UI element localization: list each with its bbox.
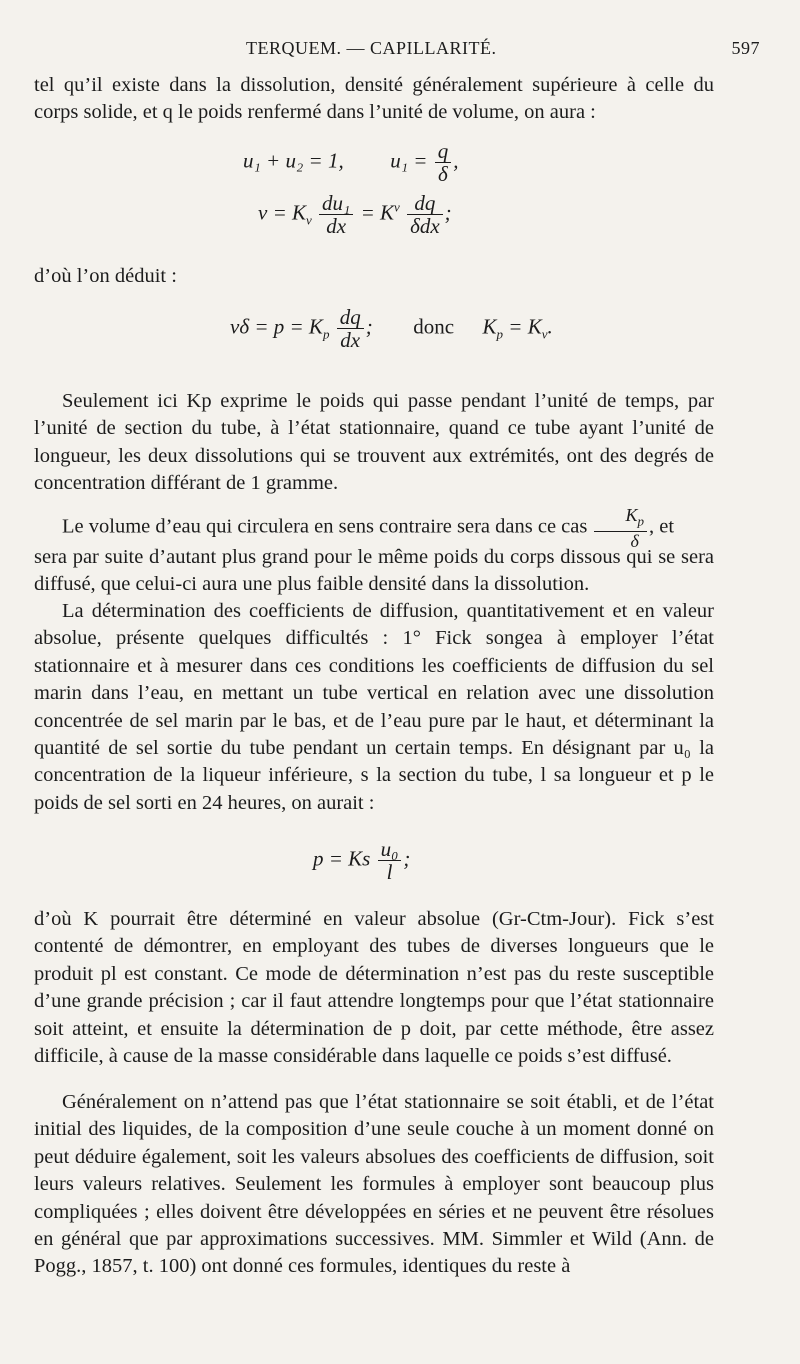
equation-2-numerator-2: dq	[407, 192, 443, 215]
paragraph-7	[34, 906, 714, 1070]
equation-2	[258, 192, 452, 237]
inline-fraction-denominator: δ	[630, 530, 639, 551]
equation-3-rhs-end: = K	[508, 314, 542, 339]
equation-3-numerator: dq	[337, 306, 364, 329]
equation-3-rhs-end-subscript: v	[541, 326, 548, 342]
equation-2-numerator-1: du₁	[319, 192, 353, 215]
paragraph-6	[34, 598, 714, 817]
equation-1-numerator: q	[435, 140, 452, 163]
equation-3-lhs: vδ = p = K	[230, 314, 323, 339]
page-number: 597	[731, 38, 760, 58]
equation-1-left: u₁ + u₂ = 1,	[243, 148, 344, 173]
equation-4-end: ;	[403, 846, 411, 871]
equation-2-fraction-1	[319, 192, 353, 237]
paragraph-1	[34, 72, 714, 127]
equation-3-fraction	[337, 306, 364, 351]
inline-num-k: K	[625, 505, 638, 525]
equation-1	[243, 140, 458, 185]
equation-4-numerator: u₀	[378, 838, 402, 861]
paragraph-4-end: , et	[648, 515, 675, 538]
equation-3	[230, 306, 553, 351]
equation-1-end: ,	[453, 148, 459, 173]
equation-1-denominator: δ	[438, 162, 448, 186]
equation-3-final: .	[547, 314, 553, 339]
paragraph-5	[34, 544, 714, 599]
equation-3-rhs-subscript: p	[496, 326, 504, 342]
equation-3-rhs: K	[482, 314, 497, 339]
inline-fraction-numerator	[594, 506, 647, 532]
equation-3-end: ;	[365, 314, 373, 339]
equation-3-denominator: dx	[340, 328, 361, 352]
equation-3-donc: donc	[413, 314, 455, 339]
paragraph-3	[34, 388, 714, 498]
equation-2-mid: = K	[360, 200, 395, 225]
paragraph-1-text: tel qu’il existe dans la dissolution, densité généralement supérieure à celle du corps solide, et q le poids renfermé dans l’unité de volume, on aura :	[34, 74, 714, 124]
paragraph-5-text: sera par suite d’autant plus grand pour le même poids du corps dissous qui se sera diffusé, que celui-ci aura une plus faible densité dans la dissolution.	[34, 546, 714, 596]
equation-2-end: ;	[444, 200, 452, 225]
equation-2-subscript: v	[306, 212, 312, 228]
equation-2-denominator-2: δdx	[410, 214, 440, 238]
paragraph-2-text: d’où l’on déduit :	[34, 265, 177, 287]
equation-2-fraction-2	[407, 192, 443, 237]
equation-4-denominator: l	[386, 860, 393, 884]
equation-3-subscript: p	[322, 326, 330, 342]
paragraph-6-text: La détermination des coefficients de diffusion, quantitativement et en valeur absolue, présente quelques difficultés : 1° Fick songea à employer l’état stationnaire et à mesurer dans ces conditions les coefficients de diffusion du sel marin dans l’eau, en mettant un tube vertical en relation avec une dissolution concentrée de sel marin par le bas, et de l’eau pure par le haut, et déterminant la quantité de sel sortie du tube pendant un certain temps. En désignant par u₀ la concentration de la liqueur inférieure, s la section du tube, l sa longueur et p le poids de sel sorti en 24 heures, on aurait :	[34, 600, 714, 814]
running-header	[34, 38, 772, 68]
equation-4	[313, 838, 410, 883]
paragraph-8	[34, 1089, 714, 1281]
paragraph-4-main: Le volume d’eau qui circulera en sens contraire sera dans ce cas	[62, 515, 588, 538]
equation-2-denominator-1: dx	[326, 214, 347, 238]
equation-4-lhs: p = Ks	[313, 846, 371, 871]
inline-num-sub: p	[637, 513, 644, 529]
paragraph-3-text: Seulement ici Kp exprime le poids qui passe pendant l’unité de temps, par l’unité de section du tube, à l’état stationnaire, quand ce tube ayant l’unité de longueur, les deux dissolutions qui se trouvent aux extrémités, ont des degrés de concentration différant de 1 gramme.	[34, 390, 714, 495]
paragraph-8-text: Généralement on n’attend pas que l’état stationnaire se soit établi, et de l’état initial des liquides, de la composition d’une seule couche à un moment donné on peut déduire également, soit les valeurs absolues des coefficients de diffusion, soit leurs valeurs relatives. Seulement les formules à employer sont beaucoup plus compliquées ; elles doivent être développées en séries et ne peuvent être résolues en général que par approximations successives. MM. Simmler et Wild (Ann. de Pogg., 1857, t. 100) ont donné ces formules, identiques du reste à	[34, 1091, 714, 1278]
paragraph-2	[34, 263, 714, 290]
equation-2-lhs: v = K	[258, 200, 306, 225]
equation-1-right-lhs: u₁ =	[390, 148, 428, 173]
equation-4-fraction	[378, 838, 402, 883]
paragraph-7-text: d’où K pourrait être déterminé en valeur absolue (Gr-Ctm-Jour). Fick s’est contenté de démontrer, en employant des tubes de diverses longueurs que le produit pl est constant. Ce mode de détermination n’est pas du reste susceptible d’une grande précision ; car il faut attendre longtemps pour que l’état stationnaire soit atteint, et ensuite la détermination de p doit, par cette méthode, être assez difficile, à cause de la masse considérable dans laquelle ce poids s’est diffusé.	[34, 908, 714, 1068]
running-title: TERQUEM. — CAPILLARITÉ.	[246, 38, 497, 58]
equation-2-superscript: v	[394, 199, 400, 215]
equation-1-fraction	[435, 140, 452, 185]
